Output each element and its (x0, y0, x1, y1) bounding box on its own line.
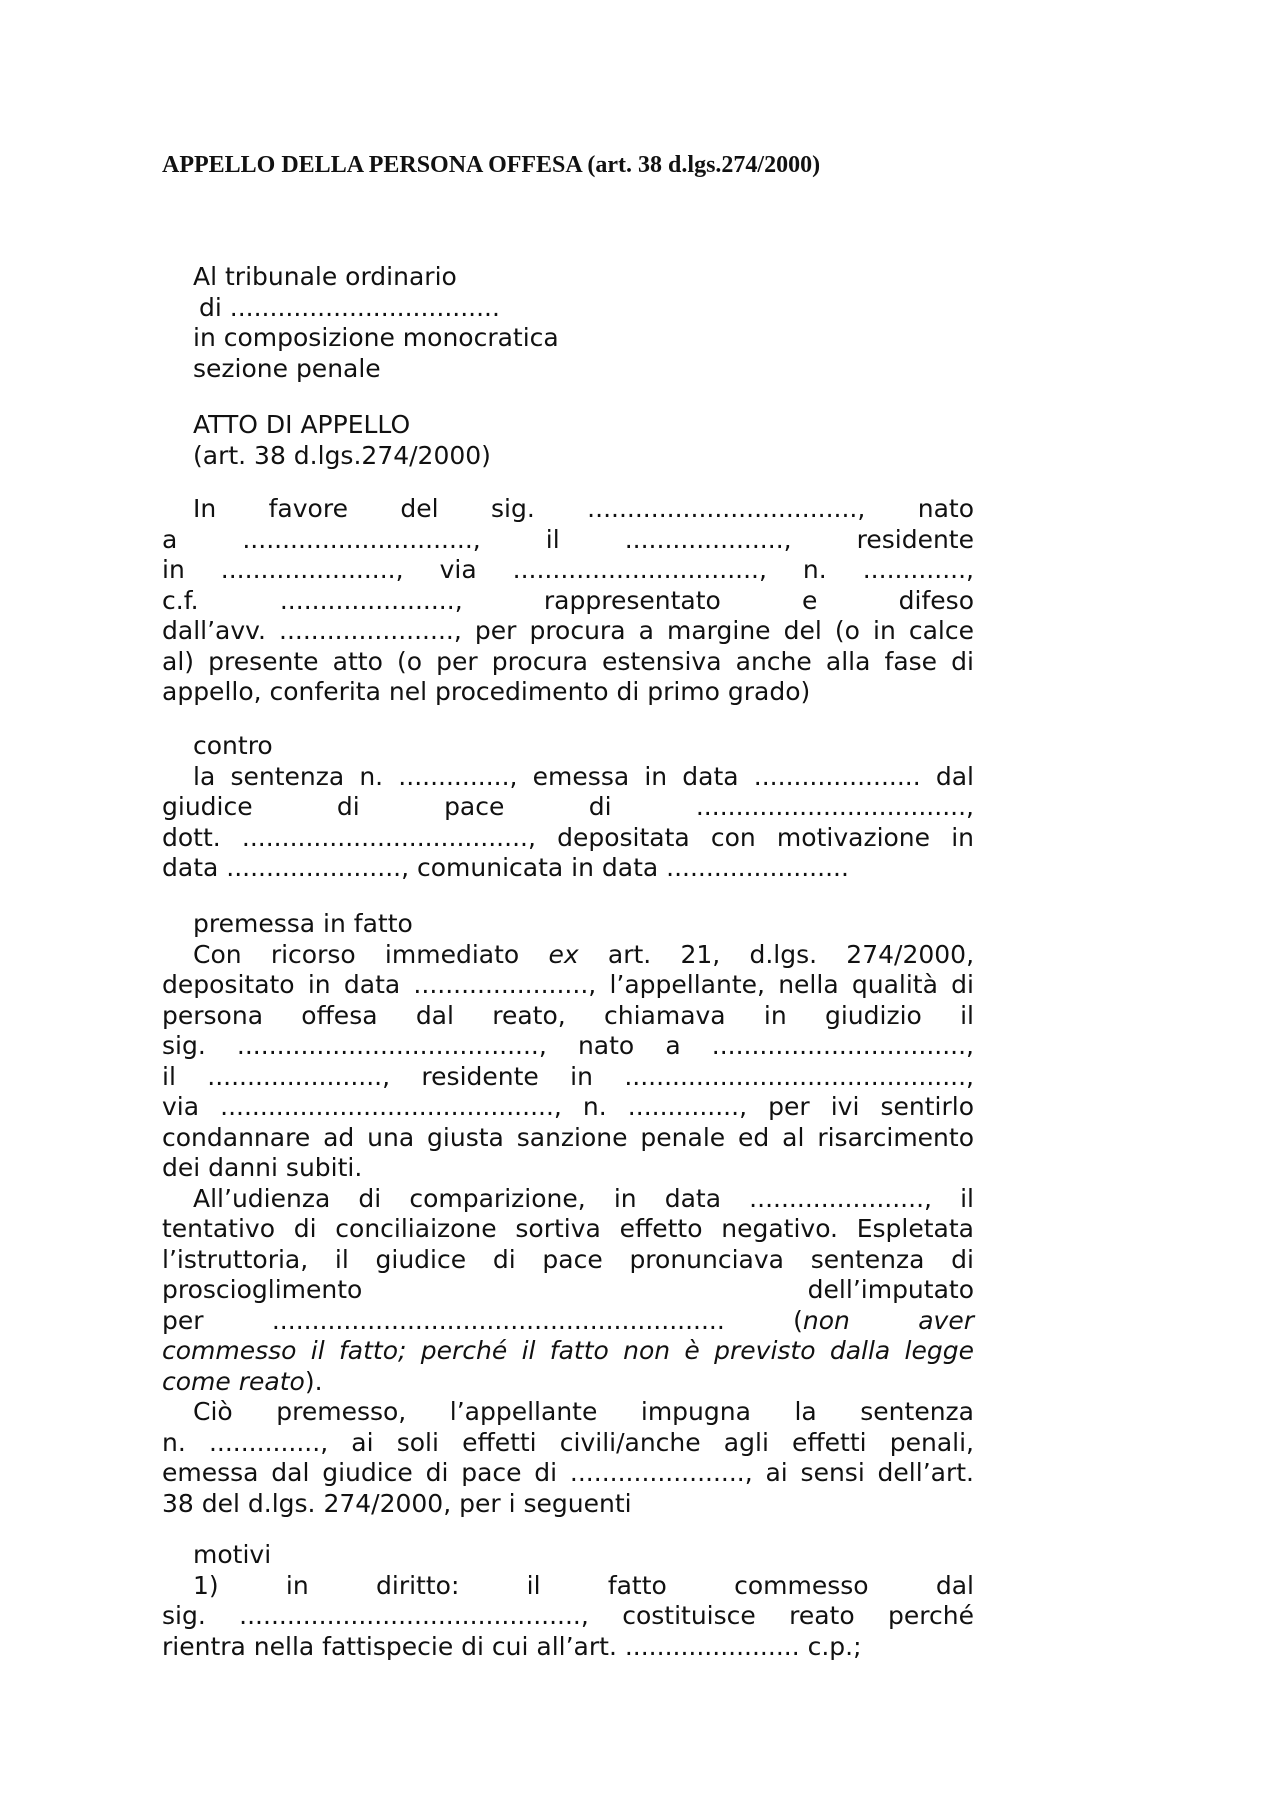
text-line: l’istruttoria, il giudice di pace pronunciava sentenza di (162, 1244, 974, 1274)
section-label: motivi (193, 1540, 272, 1569)
address-line: sezione penale (193, 353, 381, 383)
text-line: data ......................, comunicata in data ....................... (162, 853, 849, 882)
text-line: Con ricorso immediato ex art. 21, d.lgs. 274/2000, (193, 939, 975, 969)
text-line: c.f. ......................, rappresentato e difeso (162, 585, 974, 615)
text-line: la sentenza n. .............., emessa in data ..................... dal (193, 761, 974, 791)
address-line: Al tribunale ordinario (193, 262, 457, 291)
text-line: giudice di pace di .................................., (162, 792, 974, 821)
text-line: Ciò premesso, l’appellante impugna la sentenza (193, 1397, 974, 1426)
text-line: In favore del sig. .................................., nato (193, 494, 974, 523)
text-line: persona offesa dal reato, chiamava in giudizio il (162, 1000, 974, 1030)
act-heading (162, 410, 974, 471)
text-line: sig. ..........................................., costituisce reato perché (162, 1601, 974, 1630)
favore-paragraph (162, 494, 974, 708)
text-line: dei danni subiti. (162, 1153, 363, 1182)
text-line: depositato in data ......................, l’appellante, nella qualità di (162, 970, 974, 999)
address-line: di .................................. (199, 292, 500, 322)
text-line: 38 del d.lgs. 274/2000, per i seguenti (162, 1488, 632, 1518)
text-line: All’udienza di comparizione, in data ......................, il (193, 1183, 974, 1213)
section-label: premessa in fatto (193, 909, 413, 938)
text-line: il ......................, residente in ..........................................., (162, 1061, 974, 1091)
text-line: proscioglimento dell’imputato (162, 1275, 974, 1304)
text-line: al) presente atto (o per procura estensiva anche alla fase di (162, 646, 974, 676)
heading-line: ATTO DI APPELLO (193, 410, 411, 439)
motivi-section (162, 1540, 974, 1662)
text-line: rientra nella fattispecie di cui all’art. ...................... c.p.; (162, 1631, 862, 1661)
address-line: in composizione monocratica (193, 323, 559, 352)
contro-section (162, 731, 974, 884)
heading-line: (art. 38 d.lgs.274/2000) (193, 440, 491, 470)
text-line: in ......................, via ..............................., n. ............., (162, 555, 974, 584)
text-line: commesso il fatto; perché il fatto non è previsto dalla legge (162, 1336, 974, 1365)
text-line: n. .............., ai soli effetti civili/anche agli effetti penali, (162, 1427, 974, 1457)
text-line: dall’avv. ......................, per procura a margine del (o in calce (162, 616, 974, 645)
text-line: dott. ...................................., depositata con motivazione in (162, 822, 974, 852)
text-line: condannare ad una giusta sanzione penale ed al risarcimento (162, 1122, 974, 1152)
premessa-section (162, 909, 974, 1519)
text-line: 1) in diritto: il fatto commesso dal (193, 1570, 974, 1600)
text-line: tentativo di conciliaizone sortiva effetto negativo. Espletata (162, 1214, 974, 1243)
document-title: APPELLO DELLA PERSONA OFFESA (art. 38 d.lgs.274/2000) (162, 152, 821, 178)
section-label: contro (193, 731, 273, 760)
text-line: per ......................................................... (non aver (162, 1305, 974, 1335)
text-line: emessa dal giudice di pace di ......................, ai sensi dell’art. (162, 1458, 974, 1487)
text-line: appello, conferita nel procedimento di primo grado) (162, 677, 811, 706)
text-line: come reato). (162, 1366, 323, 1396)
address-block (162, 262, 974, 384)
text-line: via .........................................., n. .............., per ivi sentirlo (162, 1092, 974, 1121)
text-line: a ............................., il ...................., residente (162, 524, 974, 554)
text-line: sig. ......................................, nato a ................................, (162, 1031, 974, 1060)
